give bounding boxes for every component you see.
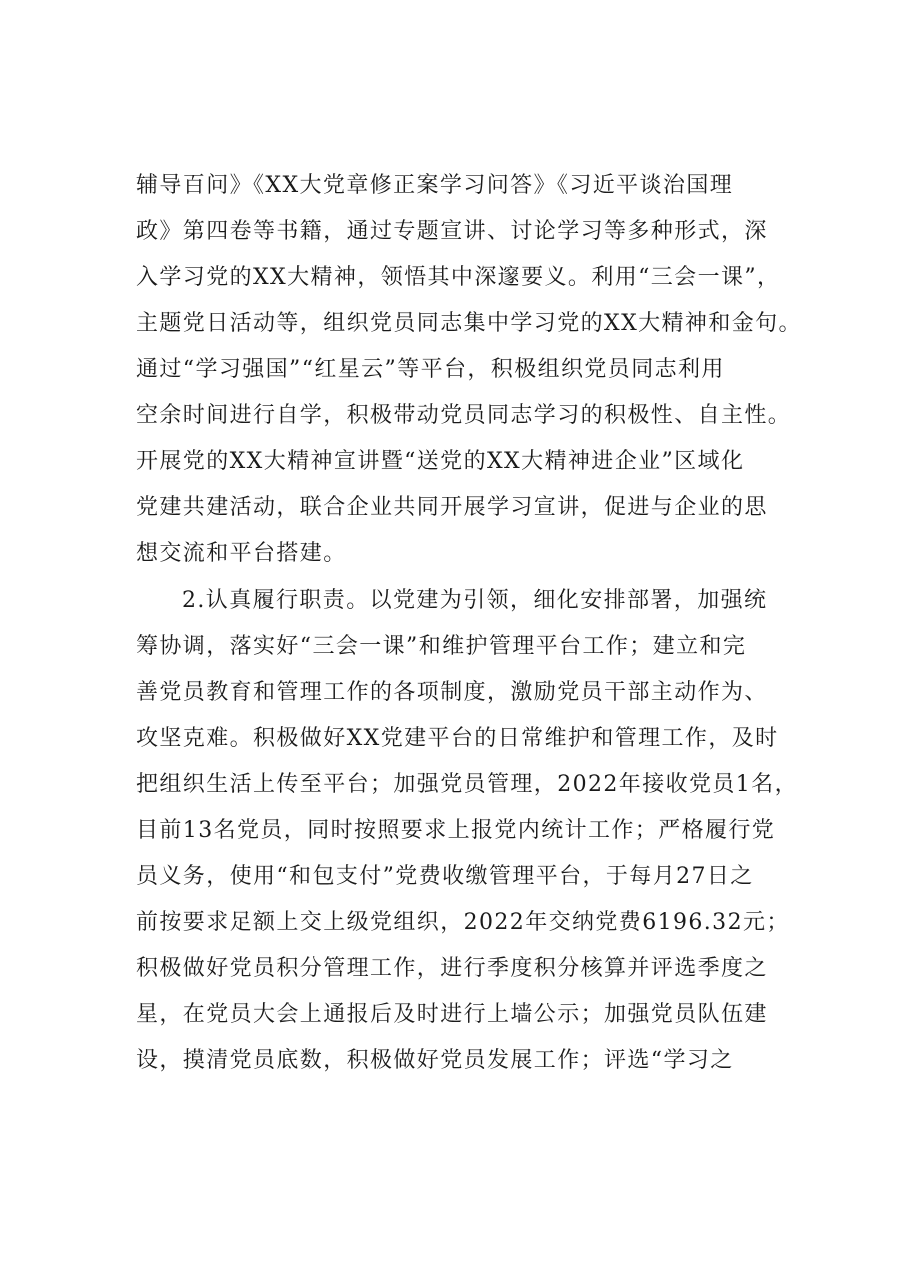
text-line-12: 善党员教育和管理工作的各项制度，激励党员干部主动作为、 bbox=[136, 680, 768, 705]
text-line-14: 把组织生活上传至平台；加强党员管理，2022年接收党员1名， bbox=[136, 772, 798, 797]
text-line-8: 党建共建活动，联合企业共同开展学习宣讲，促进与企业的思 bbox=[136, 495, 768, 520]
text-line-2: 政》第四卷等书籍，通过专题宣讲、讨论学习等多种形式，深 bbox=[136, 219, 768, 244]
text-line-9: 想交流和平台搭建。 bbox=[136, 541, 347, 566]
text-line-18: 积极做好党员积分管理工作，进行季度积分核算并评选季度之 bbox=[136, 956, 768, 981]
text-line-20: 设，摸清党员底数，积极做好党员发展工作；评选“学习之 bbox=[136, 1048, 734, 1073]
text-line-17: 前按要求足额上交上级党组织，2022年交纳党费6196.32元； bbox=[136, 910, 790, 935]
text-line-13: 攻坚克难。积极做好XX党建平台的日常维护和管理工作，及时 bbox=[136, 726, 779, 751]
text-line-19: 星，在党员大会上通报后及时进行上墙公示；加强党员队伍建 bbox=[136, 1002, 768, 1027]
text-line-7: 开展党的XX大精神宣讲暨“送党的XX大精神进企业”区域化 bbox=[136, 449, 745, 474]
text-line-6: 空余时间进行自学，积极带动党员同志学习的积极性、自主性。 bbox=[136, 403, 792, 428]
text-line-11: 筹协调，落实好“三会一课”和维护管理平台工作；建立和完 bbox=[136, 634, 747, 659]
text-line-16: 员义务，使用“和包支付”党费收缴管理平台，于每月27日之 bbox=[136, 864, 754, 889]
text-line-4: 主题党日活动等，组织党员同志集中学习党的XX大精神和金句。 bbox=[136, 311, 802, 336]
text-line-15: 目前13名党员，同时按照要求上报党内统计工作；严格履行党 bbox=[136, 818, 776, 843]
paragraph-2-first-line: 2.认真履行职责。以党建为引领，细化安排部署，加强统 bbox=[182, 588, 768, 613]
text-line-5: 通过“学习强国”“红星云”等平台，积极组织党员同志利用 bbox=[136, 357, 725, 382]
text-line-1: 辅导百问》《XX大党章修正案学习问答》《习近平谈治国理 bbox=[136, 173, 734, 198]
text-line-3: 入学习党的XX大精神，领悟其中深邃要义。利用“三会一课”， bbox=[136, 265, 781, 290]
